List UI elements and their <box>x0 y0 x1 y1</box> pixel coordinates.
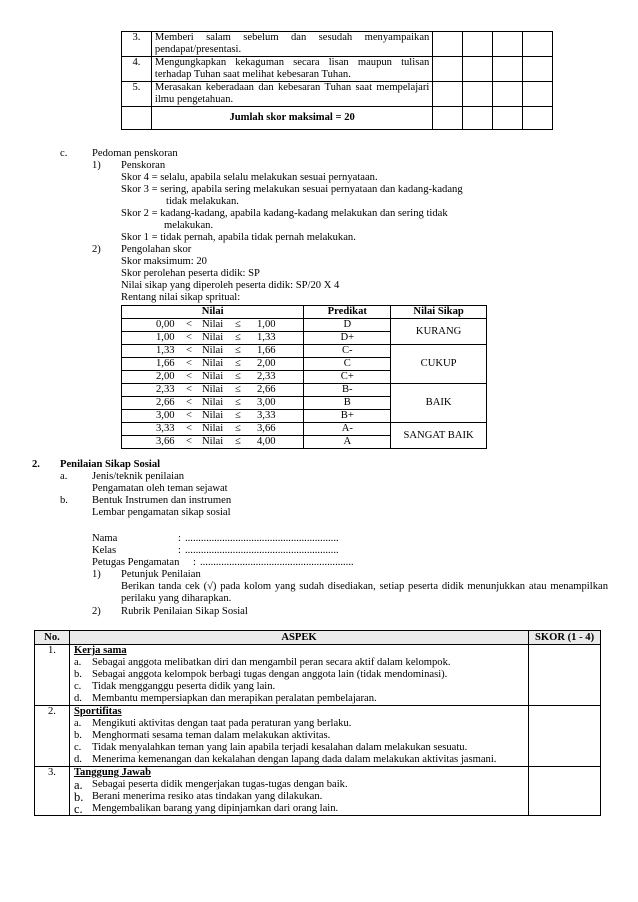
point-text: Mengembalikan barang yang dipinjamkan dari orang lain. <box>91 803 339 814</box>
nilai-range-mid: Nilai <box>202 384 224 395</box>
rubric-row-number: 3. <box>35 767 70 816</box>
predikat-cell: B <box>304 397 391 410</box>
table-header-row <box>122 306 487 319</box>
list-marker: b. <box>60 495 68 506</box>
nilai-range-cell <box>122 436 304 449</box>
score-cell[interactable] <box>523 107 553 130</box>
statement-line: ilmu pengetahuan. <box>154 94 234 105</box>
aspect-cell <box>69 645 528 706</box>
instruction-text: perilaku yang diharapkan. <box>121 593 232 604</box>
nilai-range-cell <box>122 423 304 436</box>
score-cell[interactable] <box>463 32 493 57</box>
colon: : <box>178 533 181 544</box>
nilai-range-hi: 3,33 <box>257 410 276 421</box>
score-cell[interactable] <box>493 32 523 57</box>
nilai-range-lo: 1,00 <box>156 332 175 343</box>
table-row <box>122 57 553 82</box>
point-text: Menghormati sesama teman dalam melakukan aktivitas. <box>91 730 331 741</box>
rubric-row <box>35 706 601 767</box>
nilai-sikap-cell: CUKUP <box>391 345 487 384</box>
statement-line: Memberi salam sebelum dan sesudah menyampaikan <box>154 32 430 43</box>
kelas-field[interactable]: .......................................................... <box>185 545 339 556</box>
score-cell[interactable] <box>433 57 463 82</box>
point-marker: a. <box>73 778 83 792</box>
nilai-range-lo: 3,33 <box>156 423 175 434</box>
score-cell[interactable] <box>433 32 463 57</box>
score-rule: Skor 4 = selalu, apabila selalu melakukan sesuai pernyataan. <box>121 172 378 183</box>
point-text: Mengikuti aktivitas dengan taat pada peraturan yang berlaku. <box>91 718 352 729</box>
rubric-row <box>35 645 601 706</box>
aspect-point <box>74 681 524 693</box>
column-header-predikat: Predikat <box>304 306 391 319</box>
column-header-nilai: Nilai <box>122 306 304 319</box>
column-header-aspek: ASPEK <box>69 631 528 645</box>
predikat-cell: B+ <box>304 410 391 423</box>
table-row <box>122 345 487 358</box>
item-title: Jenis/teknik penilaian <box>92 471 185 482</box>
statement-line: pendapat/presentasi. <box>154 44 242 55</box>
predikat-cell: D+ <box>304 332 391 345</box>
nilai-range-mid: Nilai <box>202 423 224 434</box>
aspect-point <box>74 669 524 681</box>
nilai-range-lo: 1,33 <box>156 345 175 356</box>
nilai-range-lo: 3,00 <box>156 410 175 421</box>
nilai-range-op1: < <box>186 436 192 447</box>
table-header-row <box>35 631 601 645</box>
nilai-range-cell <box>122 371 304 384</box>
petugas-field[interactable]: .......................................................... <box>200 557 354 568</box>
score-cell[interactable] <box>529 767 601 816</box>
aspect-point <box>74 657 524 669</box>
nilai-range-mid: Nilai <box>202 319 224 330</box>
total-row <box>122 107 553 130</box>
nilai-range-hi: 2,33 <box>257 371 276 382</box>
score-rule: Skor 2 = kadang-kadang, apabila kadang-kadang melakukan dan sering tidak <box>121 208 448 219</box>
score-rule-cont: tidak melakukan. <box>166 196 239 207</box>
point-marker: b. <box>73 730 82 741</box>
item-value: Pengamatan oleh teman sejawat <box>92 483 228 494</box>
nilai-range-op2: ≤ <box>235 332 241 343</box>
predikat-cell: A- <box>304 423 391 436</box>
aspect-title: Sportifitas <box>73 706 122 717</box>
nilai-range-cell <box>122 332 304 345</box>
colon: : <box>193 557 196 568</box>
nilai-range-cell <box>122 384 304 397</box>
nilai-range-lo: 1,66 <box>156 358 175 369</box>
predikat-cell: C+ <box>304 371 391 384</box>
item-title: Bentuk Instrumen dan instrumen <box>92 495 232 506</box>
rubric-row <box>35 767 601 816</box>
subsection-title: Petunjuk Penilaian <box>121 569 201 580</box>
predikat-cell: A <box>304 436 391 449</box>
nilai-range-lo: 3,66 <box>156 436 175 447</box>
point-marker: c. <box>73 742 82 753</box>
table-row <box>122 82 553 107</box>
nilai-range-op1: < <box>186 397 192 408</box>
subsection-title: Penskoran <box>121 160 166 171</box>
point-text: Tidak menyalahkan teman yang lain apabila terjadi kesalahan dalam melakukan sesuatu. <box>91 742 468 753</box>
nilai-range-hi: 1,00 <box>257 319 276 330</box>
nilai-range-op2: ≤ <box>235 410 241 421</box>
aspect-title: Tanggung Jawab <box>73 767 151 778</box>
nilai-range-cell <box>122 319 304 332</box>
score-cell[interactable] <box>433 107 463 130</box>
point-marker: d. <box>73 754 82 765</box>
score-rule: Skor 1 = tidak pernah, apabila tidak pernah melakukan. <box>121 232 356 243</box>
subsection-title: Rubrik Penilaian Sikap Sosial <box>121 606 248 617</box>
rubric-row-number: 2. <box>35 706 70 767</box>
section-number: 2. <box>32 459 40 470</box>
list-number: 2) <box>92 606 101 617</box>
nilai-range-op1: < <box>186 384 192 395</box>
predikat-cell: C <box>304 358 391 371</box>
score-cell[interactable] <box>493 57 523 82</box>
nilai-range-op2: ≤ <box>235 436 241 447</box>
spiritual-observation-table <box>121 31 553 130</box>
rubric-table-body <box>35 645 601 816</box>
point-marker: c. <box>73 681 82 692</box>
nama-field[interactable]: .......................................................... <box>185 533 339 544</box>
aspect-title: Kerja sama <box>73 645 127 656</box>
info-line: Nilai sikap yang diperoleh peserta didik: SP/20 X 4 <box>121 280 340 291</box>
statement-line: Merasakan keberadaan dan kebesaran Tuhan saat mempelajari <box>154 82 430 93</box>
nilai-range-cell <box>122 410 304 423</box>
point-text: Tidak mengganggu peserta didik yang lain. <box>91 681 276 692</box>
statement-line: terhadap Tuhan saat melihat kebesaran Tuhan. <box>154 69 351 80</box>
section-title: Pedoman penskoran <box>92 148 178 159</box>
point-text: Sebagai anggota kelompok berbagi tugas dengan anggota lain (tidak mendominasi). <box>91 669 448 680</box>
column-header-skor: SKOR (1 - 4) <box>529 631 601 645</box>
point-marker: d. <box>73 693 82 704</box>
statement-cell <box>151 82 432 107</box>
aspect-point <box>74 754 524 766</box>
score-rule: Skor 3 = sering, apabila sering melakukan sesuai pernyataan dan kadang-kadang <box>121 184 463 195</box>
nilai-range-lo: 2,33 <box>156 384 175 395</box>
nilai-range-lo: 2,66 <box>156 397 175 408</box>
row-number: 5. <box>122 82 152 107</box>
nilai-sikap-cell: KURANG <box>391 319 487 345</box>
section-title: Penilaian Sikap Sosial <box>60 459 161 470</box>
score-cell[interactable] <box>463 57 493 82</box>
predikat-cell: C- <box>304 345 391 358</box>
point-marker: a. <box>73 657 82 668</box>
table-row <box>122 423 487 436</box>
score-cell[interactable] <box>529 706 601 767</box>
table-row <box>122 384 487 397</box>
subsection-title: Pengolahan skor <box>121 244 192 255</box>
list-marker: a. <box>60 471 68 482</box>
nilai-range-mid: Nilai <box>202 345 224 356</box>
predikat-cell: B- <box>304 384 391 397</box>
score-cell[interactable] <box>433 82 463 107</box>
nilai-range-op1: < <box>186 410 192 421</box>
aspect-cell <box>69 706 528 767</box>
grade-range-table <box>121 305 487 449</box>
point-text: Sebagai peserta didik mengerjakan tugas-tugas dengan baik. <box>91 779 348 790</box>
point-marker: b. <box>73 669 82 680</box>
petugas-label: Petugas Pengamatan <box>92 557 180 568</box>
table-row <box>122 32 553 57</box>
nilai-range-mid: Nilai <box>202 332 224 343</box>
score-cell[interactable] <box>463 107 493 130</box>
nilai-range-cell <box>122 345 304 358</box>
nilai-range-hi: 1,33 <box>257 332 276 343</box>
nilai-range-cell <box>122 397 304 410</box>
statement-cell <box>151 57 432 82</box>
score-cell[interactable] <box>493 82 523 107</box>
nilai-range-hi: 3,66 <box>257 423 276 434</box>
score-cell[interactable] <box>493 107 523 130</box>
nilai-range-op2: ≤ <box>235 423 241 434</box>
nilai-range-mid: Nilai <box>202 371 224 382</box>
point-marker: b. <box>73 790 84 804</box>
row-number: 4. <box>122 57 152 82</box>
nilai-range-hi: 2,00 <box>257 358 276 369</box>
point-text: Membantu mempersiapkan dan merapikan peralatan pembelajaran. <box>91 693 377 704</box>
score-cell[interactable] <box>463 82 493 107</box>
instruction-text: Berikan tanda cek (√) pada kolom yang sudah disediakan, setiap peserta didik menunjukkan atau menampilkan <box>121 581 608 592</box>
nilai-range-hi: 3,00 <box>257 397 276 408</box>
nilai-range-op1: < <box>186 423 192 434</box>
predikat-cell: D <box>304 319 391 332</box>
colon: : <box>178 545 181 556</box>
statement-cell <box>151 32 432 57</box>
nilai-range-op1: < <box>186 345 192 356</box>
nilai-sikap-cell: SANGAT BAIK <box>391 423 487 449</box>
nilai-range-mid: Nilai <box>202 410 224 421</box>
info-line: Skor maksimum: 20 <box>121 256 207 267</box>
nilai-sikap-cell: BAIK <box>391 384 487 423</box>
nilai-range-hi: 4,00 <box>257 436 276 447</box>
nilai-range-op1: < <box>186 332 192 343</box>
nama-label: Nama <box>92 533 118 544</box>
column-header-sikap: Nilai Sikap <box>391 306 487 319</box>
aspect-point <box>74 718 524 730</box>
nilai-range-mid: Nilai <box>202 358 224 369</box>
score-rule-cont: melakukan. <box>164 220 214 231</box>
info-line: Rentang nilai sikap spritual: <box>121 292 241 303</box>
nilai-range-op2: ≤ <box>235 384 241 395</box>
point-marker: a. <box>73 718 82 729</box>
row-number: 3. <box>122 32 152 57</box>
score-cell[interactable] <box>523 82 553 107</box>
point-text: Menerima kemenangan dan kekalahan dengan lapang dada dalam melakukan aktivitas jasmani. <box>91 754 497 765</box>
nilai-range-op2: ≤ <box>235 358 241 369</box>
score-cell[interactable] <box>523 32 553 57</box>
point-text: Sebagai anggota melibatkan diri dan mengambil peran secara aktif dalam kelompok. <box>91 657 451 668</box>
list-number: 1) <box>92 569 101 580</box>
score-cell[interactable] <box>523 57 553 82</box>
nilai-range-mid: Nilai <box>202 397 224 408</box>
nilai-range-mid: Nilai <box>202 436 224 447</box>
aspect-point <box>74 693 524 705</box>
aspect-point <box>74 791 524 803</box>
nilai-range-op2: ≤ <box>235 371 241 382</box>
aspect-point <box>74 742 524 754</box>
nilai-range-op2: ≤ <box>235 397 241 408</box>
list-number: 1) <box>92 160 101 171</box>
nilai-range-op1: < <box>186 358 192 369</box>
info-line: Skor perolehan peserta didik: SP <box>121 268 260 279</box>
point-text: Berani menerima resiko atas tindakan yang dilakukan. <box>91 791 323 802</box>
nilai-range-cell <box>122 358 304 371</box>
total-label: Jumlah skor maksimal = 20 <box>151 107 432 130</box>
nilai-range-lo: 0,00 <box>156 319 175 330</box>
nilai-range-lo: 2,00 <box>156 371 175 382</box>
table-row <box>122 319 487 332</box>
nilai-range-hi: 1,66 <box>257 345 276 356</box>
social-rubric-table <box>34 630 601 816</box>
column-header-no: No. <box>35 631 70 645</box>
section-marker: c. <box>60 148 68 159</box>
nilai-range-op1: < <box>186 319 192 330</box>
aspect-point <box>74 803 524 815</box>
list-number: 2) <box>92 244 101 255</box>
kelas-label: Kelas <box>92 545 117 556</box>
nilai-range-hi: 2,66 <box>257 384 276 395</box>
statement-line: Mengungkapkan kekaguman secara lisan maupun tulisan <box>154 57 430 68</box>
score-cell[interactable] <box>529 645 601 706</box>
grade-table-body <box>122 319 487 449</box>
aspect-point <box>74 779 524 791</box>
item-value: Lembar pengamatan sikap sosial <box>92 507 231 518</box>
point-marker: c. <box>73 802 83 816</box>
rubric-row-number: 1. <box>35 645 70 706</box>
nilai-range-op1: < <box>186 371 192 382</box>
nilai-range-op2: ≤ <box>235 345 241 356</box>
aspect-cell <box>69 767 528 816</box>
nilai-range-op2: ≤ <box>235 319 241 330</box>
aspect-point <box>74 730 524 742</box>
